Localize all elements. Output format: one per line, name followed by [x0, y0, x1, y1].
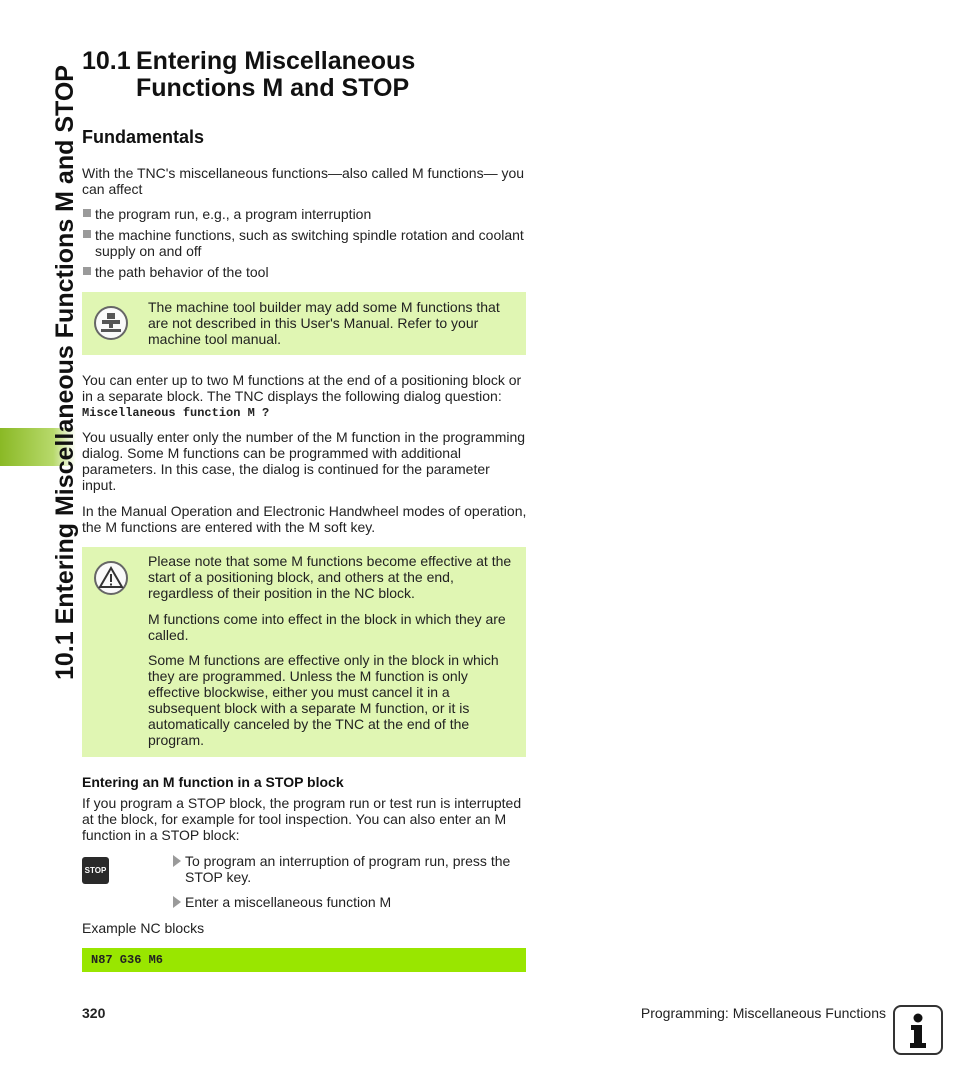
paragraph: In the Manual Operation and Electronic Handwheel modes of operation, the M functions are entered with the M soft key.	[82, 503, 527, 535]
info-icon	[893, 1005, 943, 1055]
code-block: N87 G36 M6	[82, 948, 526, 972]
page-title: 10.1 Entering Miscellaneous Functions M and STOP	[82, 47, 416, 102]
intro-text: With the TNC's miscellaneous functions—also called M functions— you can affect	[82, 165, 525, 197]
list-item: the path behavior of the tool	[82, 264, 527, 280]
list-item: the program run, e.g., a program interruption	[82, 206, 527, 222]
warning-icon	[94, 561, 128, 595]
stop-key-icon: STOP	[82, 857, 109, 884]
paragraph: You usually enter only the number of the M function in the programming dialog. Some M functions can be programmed with additional parameters. In this case, the dialog is continued for the parameter input.	[82, 429, 526, 493]
example-label: Example NC blocks	[82, 920, 205, 936]
warning-note: Please note that some M functions become effective at the start of a positioning block, and others at the end, regardless of their position in the NC block. M functions come into effect in the block in which they are called. Some M functions are effective only in the block in which they are programmed. Unless the M function is only effective blockwise, either you must cancel it in a subsequent block with a separate M function, or it is automatically canceled by the TNC at the end of the program.	[82, 547, 526, 757]
paragraph: If you program a STOP block, the program run or test run is interrupted at the block, for example for tool inspection. You can also enter an M function in a STOP block:	[82, 795, 522, 843]
list-item: the machine functions, such as switching spindle rotation and coolant supply on and off	[82, 227, 527, 259]
subsection-heading: Entering an M function in a STOP block	[82, 774, 344, 790]
paragraph: You can enter up to two M functions at the end of a positioning block or in a separate block. The TNC displays the following dialog question:	[82, 372, 522, 404]
step-item: Enter a miscellaneous function M	[172, 894, 526, 910]
step-item: To program an interruption of program run, press the STOP key.	[172, 853, 526, 885]
dialog-question: Miscellaneous function M ?	[82, 406, 270, 420]
footer-title: Programming: Miscellaneous Functions	[640, 1005, 886, 1021]
machine-tool-icon	[94, 306, 128, 340]
page-number: 320	[82, 1005, 106, 1021]
machine-note: The machine tool builder may add some M functions that are not described in this User's Manual. Refer to your machine tool manual.	[82, 292, 526, 355]
section-heading: Fundamentals	[82, 127, 205, 147]
